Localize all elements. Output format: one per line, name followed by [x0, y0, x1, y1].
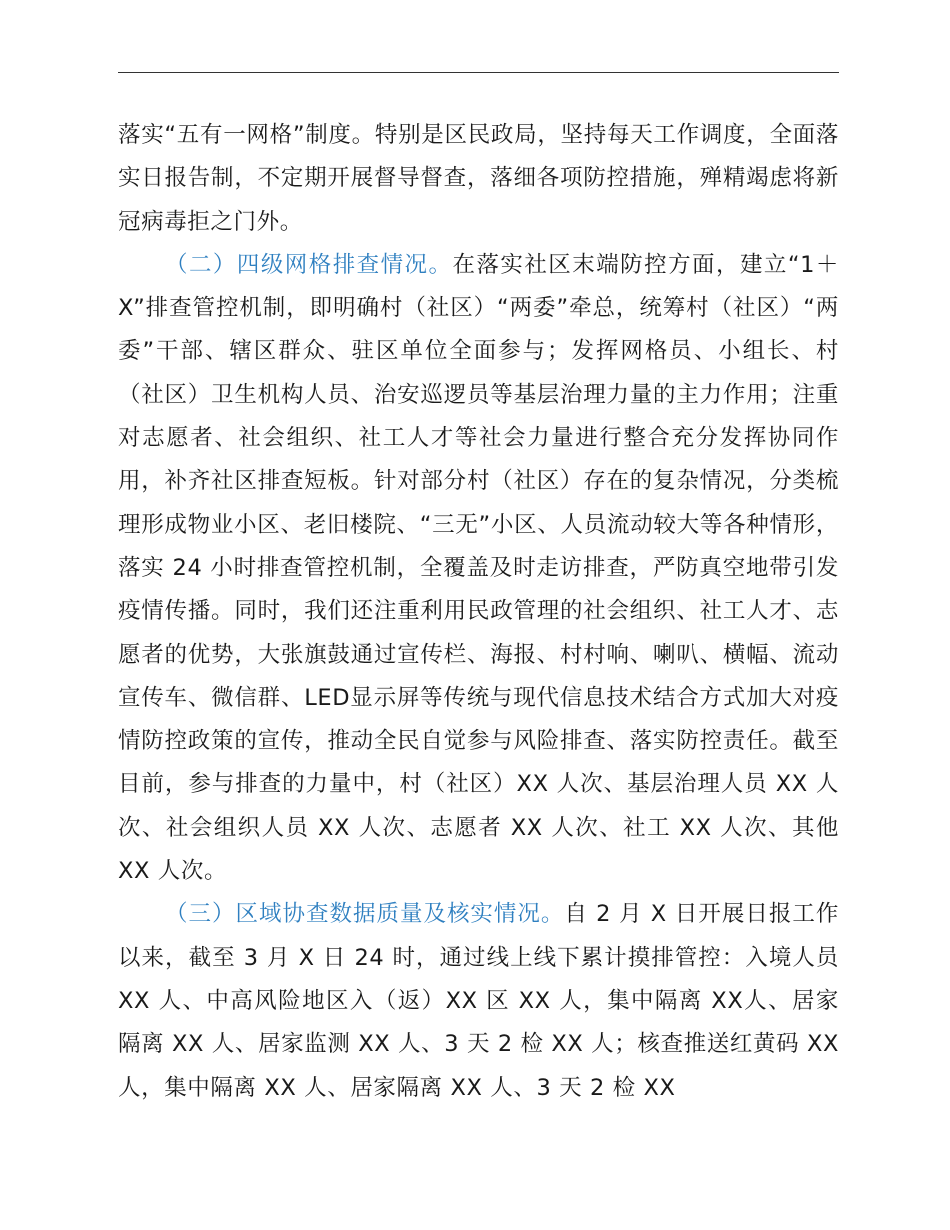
paragraph-1-text: 落实“五有一网格”制度。特别是区民政局，坚持每天工作调度，全面落实日报告制，不定期开展督导督查，落细各项防控措施，殚精竭虑将新冠病毒拒之门外。 — [118, 122, 839, 235]
paragraph-3 — [118, 893, 839, 1109]
paragraph-1 — [118, 114, 839, 244]
section-heading-2: （二）四级网格排查情况。 — [165, 251, 453, 278]
paragraph-3-text: 自 2 月 X 日开展日报工作以来，截至 3 月 X 日 24 时，通过线上线下累计摸排管控：入境人员 XX 人、中高风险地区入（返）XX 区 XX 人，集中隔离 XX人、居家隔离 XX 人、居家监测 XX 人、3 天 2 检 XX 人；核查推送红黄码 XX 人，集中隔离 XX 人、居家隔离 XX 人、3 天 2 检 XX — [118, 901, 839, 1101]
document-body — [118, 114, 839, 1110]
section-heading-3: （三）区域协查数据质量及核实情况。 — [165, 901, 565, 928]
paragraph-2-text: 在落实社区末端防控方面，建立“1＋X”排查管控机制，即明确村（社区）“两委”牵总，统筹村（社区）“两委”干部、辖区群众、驻区单位全面参与；发挥网格员、小组长、村（社区）卫生机构人员、治安巡逻员等基层治理力量的主力作用；注重对志愿者、社会组织、社工人才等社会力量进行整合充分发挥协同作用，补齐社区排查短板。针对部分村（社区）存在的复杂情况，分类梳理形成物业小区、老旧楼院、“三无”小区、人员流动较大等各种情形，落实 24 小时排查管控机制，全覆盖及时走访排查，严防真空地带引发疫情传播。同时，我们还注重利用民政管理的社会组织、社工人才、志愿者的优势，大张旗鼓通过宣传栏、海报、村村响、喇叭、横幅、流动宣传车、微信群、LED显示屏等传统与现代信息技术结合方式加大对疫情防控政策的宣传，推动全民自觉参与风险排查、落实防控责任。截至目前，参与排查的力量中，村（社区）XX 人次、基层治理人员 XX 人次、社会组织人员 XX 人次、志愿者 XX 人次、社工 XX 人次、其他 XX 人次。 — [118, 251, 839, 885]
paragraph-2 — [118, 244, 839, 893]
header-rule — [118, 72, 839, 73]
